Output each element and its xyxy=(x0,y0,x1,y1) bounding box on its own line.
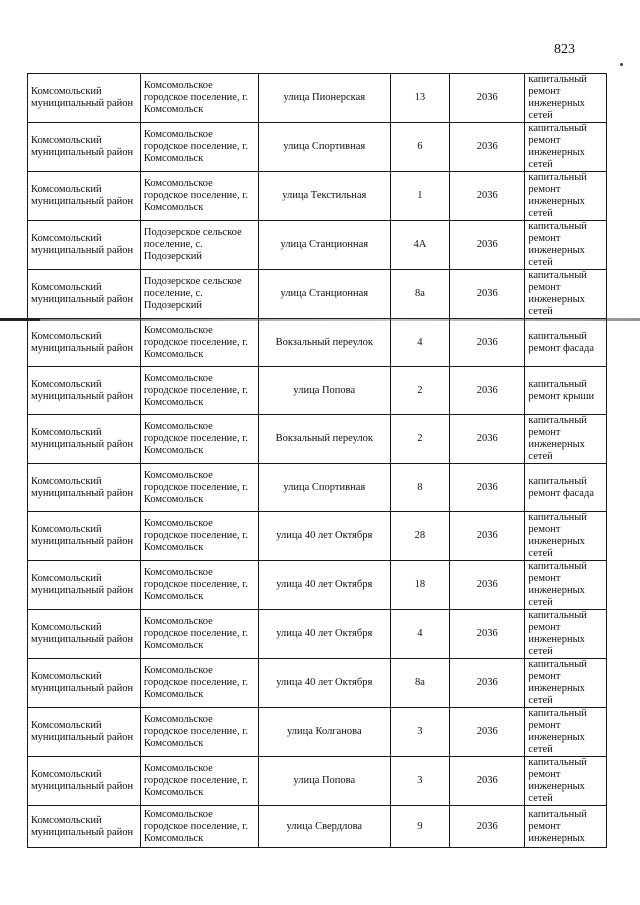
page-number: 823 xyxy=(554,42,575,57)
work-type-cell: капитальный ремонт инженерных сетей xyxy=(525,221,607,270)
settlement-cell: Комсомольское городское поселение, г. Комсомольск xyxy=(140,415,258,464)
table-row xyxy=(28,708,607,757)
street-cell: улица Попова xyxy=(258,757,390,806)
street-cell: улица Свердлова xyxy=(258,806,390,848)
district-cell: Комсомольский муниципальный район xyxy=(28,512,141,561)
house-number-cell: 8а xyxy=(390,659,450,708)
house-number-cell: 2 xyxy=(390,367,450,415)
work-type-cell: капитальный ремонт фасада xyxy=(525,464,607,512)
district-cell: Комсомольский муниципальный район xyxy=(28,757,141,806)
settlement-cell: Комсомольское городское поселение, г. Комсомольск xyxy=(140,464,258,512)
settlement-cell: Подозерское сельское поселение, с. Подозерский xyxy=(140,270,258,319)
district-cell: Комсомольский муниципальный район xyxy=(28,464,141,512)
year-cell: 2036 xyxy=(450,806,525,848)
work-type-cell: капитальный ремонт инженерных сетей xyxy=(525,757,607,806)
settlement-cell: Подозерское сельское поселение, с. Подозерский xyxy=(140,221,258,270)
work-type-cell: капитальный ремонт фасада xyxy=(525,319,607,367)
district-cell: Комсомольский муниципальный район xyxy=(28,221,141,270)
house-number-cell: 18 xyxy=(390,561,450,610)
table-row xyxy=(28,757,607,806)
table-row xyxy=(28,415,607,464)
settlement-cell: Комсомольское городское поселение, г. Комсомольск xyxy=(140,172,258,221)
year-cell: 2036 xyxy=(450,74,525,123)
district-cell: Комсомольский муниципальный район xyxy=(28,708,141,757)
table-row xyxy=(28,319,607,367)
house-number-cell: 8 xyxy=(390,464,450,512)
year-cell: 2036 xyxy=(450,415,525,464)
year-cell: 2036 xyxy=(450,512,525,561)
settlement-cell: Комсомольское городское поселение, г. Комсомольск xyxy=(140,659,258,708)
year-cell: 2036 xyxy=(450,123,525,172)
table-row xyxy=(28,806,607,848)
settlement-cell: Комсомольское городское поселение, г. Комсомольск xyxy=(140,757,258,806)
street-cell: улица Спортивная xyxy=(258,464,390,512)
settlement-cell: Комсомольское городское поселение, г. Комсомольск xyxy=(140,806,258,848)
house-number-cell: 4 xyxy=(390,610,450,659)
district-cell: Комсомольский муниципальный район xyxy=(28,610,141,659)
table-row xyxy=(28,561,607,610)
house-number-cell: 9 xyxy=(390,806,450,848)
house-number-cell: 2 xyxy=(390,415,450,464)
table-row xyxy=(28,367,607,415)
work-type-cell: капитальный ремонт инженерных сетей xyxy=(525,708,607,757)
table-row xyxy=(28,464,607,512)
house-number-cell: 3 xyxy=(390,708,450,757)
table-row xyxy=(28,123,607,172)
table-row xyxy=(28,74,607,123)
work-type-cell: капитальный ремонт инженерных сетей xyxy=(525,415,607,464)
district-cell: Комсомольский муниципальный район xyxy=(28,319,141,367)
settlement-cell: Комсомольское городское поселение, г. Комсомольск xyxy=(140,561,258,610)
district-cell: Комсомольский муниципальный район xyxy=(28,270,141,319)
year-cell: 2036 xyxy=(450,221,525,270)
street-cell: улица Станционная xyxy=(258,270,390,319)
district-cell: Комсомольский муниципальный район xyxy=(28,74,141,123)
street-cell: улица Попова xyxy=(258,367,390,415)
work-type-cell: капитальный ремонт крыши xyxy=(525,367,607,415)
settlement-cell: Комсомольское городское поселение, г. Комсомольск xyxy=(140,708,258,757)
settlement-cell: Комсомольское городское поселение, г. Комсомольск xyxy=(140,74,258,123)
street-cell: улица 40 лет Октября xyxy=(258,561,390,610)
district-cell: Комсомольский муниципальный район xyxy=(28,659,141,708)
year-cell: 2036 xyxy=(450,464,525,512)
house-number-cell: 28 xyxy=(390,512,450,561)
scan-speck xyxy=(620,63,623,66)
district-cell: Комсомольский муниципальный район xyxy=(28,172,141,221)
house-number-cell: 3 xyxy=(390,757,450,806)
table-row xyxy=(28,659,607,708)
street-cell: Вокзальный переулок xyxy=(258,415,390,464)
year-cell: 2036 xyxy=(450,319,525,367)
work-type-cell: капитальный ремонт инженерных сетей xyxy=(525,270,607,319)
settlement-cell: Комсомольское городское поселение, г. Комсомольск xyxy=(140,367,258,415)
year-cell: 2036 xyxy=(450,757,525,806)
year-cell: 2036 xyxy=(450,367,525,415)
year-cell: 2036 xyxy=(450,172,525,221)
year-cell: 2036 xyxy=(450,610,525,659)
district-cell: Комсомольский муниципальный район xyxy=(28,123,141,172)
work-type-cell: капитальный ремонт инженерных xyxy=(525,806,607,848)
street-cell: улица 40 лет Октября xyxy=(258,610,390,659)
house-number-cell: 4 xyxy=(390,319,450,367)
street-cell: улица Станционная xyxy=(258,221,390,270)
house-number-cell: 6 xyxy=(390,123,450,172)
year-cell: 2036 xyxy=(450,659,525,708)
street-cell: Вокзальный переулок xyxy=(258,319,390,367)
work-type-cell: капитальный ремонт инженерных сетей xyxy=(525,512,607,561)
street-cell: улица 40 лет Октября xyxy=(258,659,390,708)
street-cell: улица Колганова xyxy=(258,708,390,757)
work-type-cell: капитальный ремонт инженерных сетей xyxy=(525,172,607,221)
settlement-cell: Комсомольское городское поселение, г. Комсомольск xyxy=(140,610,258,659)
table-row xyxy=(28,512,607,561)
street-cell: улица Спортивная xyxy=(258,123,390,172)
table-row xyxy=(28,610,607,659)
house-number-cell: 13 xyxy=(390,74,450,123)
house-number-cell: 4А xyxy=(390,221,450,270)
table-row xyxy=(28,270,607,319)
settlement-cell: Комсомольское городское поселение, г. Комсомольск xyxy=(140,123,258,172)
house-number-cell: 1 xyxy=(390,172,450,221)
district-cell: Комсомольский муниципальный район xyxy=(28,806,141,848)
street-cell: улица Пионерская xyxy=(258,74,390,123)
work-type-cell: капитальный ремонт инженерных сетей xyxy=(525,610,607,659)
year-cell: 2036 xyxy=(450,708,525,757)
table-row xyxy=(28,172,607,221)
street-cell: улица Текстильная xyxy=(258,172,390,221)
work-type-cell: капитальный ремонт инженерных сетей xyxy=(525,659,607,708)
work-type-cell: капитальный ремонт инженерных сетей xyxy=(525,561,607,610)
year-cell: 2036 xyxy=(450,270,525,319)
work-type-cell: капитальный ремонт инженерных сетей xyxy=(525,74,607,123)
district-cell: Комсомольский муниципальный район xyxy=(28,561,141,610)
settlement-cell: Комсомольское городское поселение, г. Комсомольск xyxy=(140,319,258,367)
district-cell: Комсомольский муниципальный район xyxy=(28,367,141,415)
work-type-cell: капитальный ремонт инженерных сетей xyxy=(525,123,607,172)
street-cell: улица 40 лет Октября xyxy=(258,512,390,561)
house-number-cell: 8а xyxy=(390,270,450,319)
district-cell: Комсомольский муниципальный район xyxy=(28,415,141,464)
table-row xyxy=(28,221,607,270)
settlement-cell: Комсомольское городское поселение, г. Комсомольск xyxy=(140,512,258,561)
year-cell: 2036 xyxy=(450,561,525,610)
repair-schedule-table xyxy=(27,73,607,848)
